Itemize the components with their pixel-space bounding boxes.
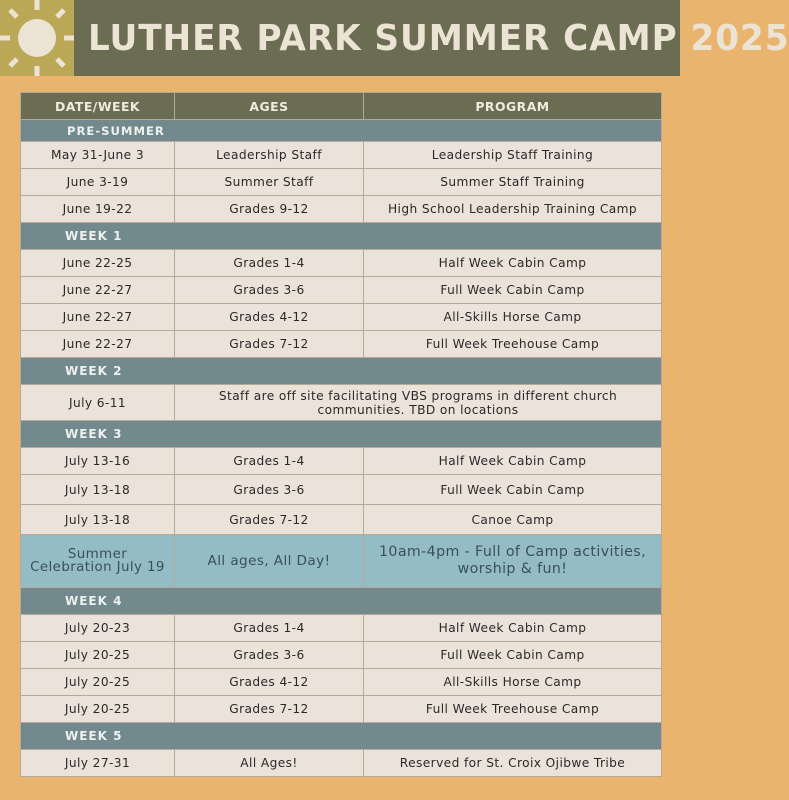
page-title: LUTHER PARK SUMMER CAMP 2025 bbox=[88, 18, 789, 59]
sun-logo bbox=[0, 0, 74, 76]
program-cell: Half Week Cabin Camp bbox=[364, 615, 662, 642]
program-cell: 10am-4pm - Full of Camp activities, worship & fun! bbox=[364, 535, 662, 588]
table-row bbox=[21, 250, 662, 277]
section-label: WEEK 3 bbox=[21, 421, 662, 448]
ages-cell: Leadership Staff bbox=[175, 142, 364, 169]
table-row bbox=[21, 696, 662, 723]
ages-cell: All ages, All Day! bbox=[175, 535, 364, 588]
table-row bbox=[21, 331, 662, 358]
date-cell: July 13-16 bbox=[21, 448, 175, 475]
section-label: WEEK 4 bbox=[21, 588, 662, 615]
date-cell: June 19-22 bbox=[21, 196, 175, 223]
section-header-week-3 bbox=[21, 421, 662, 448]
program-cell: Half Week Cabin Camp bbox=[364, 448, 662, 475]
table-row bbox=[21, 196, 662, 223]
ages-cell: Grades 7-12 bbox=[175, 696, 364, 723]
program-cell: All-Skills Horse Camp bbox=[364, 669, 662, 696]
program-cell: Leadership Staff Training bbox=[364, 142, 662, 169]
ages-cell: Grades 1-4 bbox=[175, 448, 364, 475]
program-cell: Full Week Treehouse Camp bbox=[364, 696, 662, 723]
program-cell: Staff are off site facilitating VBS programs in different church communities. TBD on locations bbox=[175, 385, 662, 421]
section-label: PRE-SUMMER bbox=[21, 120, 662, 142]
date-cell: July 20-25 bbox=[21, 642, 175, 669]
date-cell: July 20-23 bbox=[21, 615, 175, 642]
ages-cell: Summer Staff bbox=[175, 169, 364, 196]
table-row bbox=[21, 142, 662, 169]
program-cell: Half Week Cabin Camp bbox=[364, 250, 662, 277]
ages-cell: Grades 3-6 bbox=[175, 277, 364, 304]
table-row bbox=[21, 277, 662, 304]
date-cell: June 22-27 bbox=[21, 331, 175, 358]
column-header-ages: AGES bbox=[175, 93, 364, 120]
ages-cell: Grades 1-4 bbox=[175, 615, 364, 642]
date-cell: May 31-June 3 bbox=[21, 142, 175, 169]
section-header-week-4 bbox=[21, 588, 662, 615]
program-cell: Reserved for St. Croix Ojibwe Tribe bbox=[364, 750, 662, 777]
section-header-week-2 bbox=[21, 358, 662, 385]
section-header-week-5 bbox=[21, 723, 662, 750]
table-row bbox=[21, 669, 662, 696]
table-row bbox=[21, 615, 662, 642]
program-cell: All-Skills Horse Camp bbox=[364, 304, 662, 331]
table-row bbox=[21, 505, 662, 535]
section-label: WEEK 5 bbox=[21, 723, 662, 750]
program-cell: Summer Staff Training bbox=[364, 169, 662, 196]
table-row bbox=[21, 304, 662, 331]
program-cell: High School Leadership Training Camp bbox=[364, 196, 662, 223]
date-cell: June 22-25 bbox=[21, 250, 175, 277]
program-cell: Full Week Cabin Camp bbox=[364, 277, 662, 304]
table-row bbox=[21, 642, 662, 669]
date-cell: July 20-25 bbox=[21, 669, 175, 696]
date-cell: June 3-19 bbox=[21, 169, 175, 196]
date-cell: June 22-27 bbox=[21, 277, 175, 304]
ages-cell: Grades 3-6 bbox=[175, 475, 364, 505]
date-cell: June 22-27 bbox=[21, 304, 175, 331]
date-cell: July 6-11 bbox=[21, 385, 175, 421]
section-header-pre-summer bbox=[21, 120, 662, 142]
schedule-table bbox=[20, 92, 662, 777]
ages-cell: Grades 9-12 bbox=[175, 196, 364, 223]
table-header-row bbox=[21, 93, 662, 120]
header-bar bbox=[0, 0, 789, 76]
section-label: WEEK 1 bbox=[21, 223, 662, 250]
date-cell: July 27-31 bbox=[21, 750, 175, 777]
program-cell: Full Week Cabin Camp bbox=[364, 475, 662, 505]
ages-cell: Grades 7-12 bbox=[175, 505, 364, 535]
table-row bbox=[21, 475, 662, 505]
ages-cell: Grades 3-6 bbox=[175, 642, 364, 669]
ages-cell: Grades 4-12 bbox=[175, 304, 364, 331]
date-cell: Summer Celebration July 19 bbox=[21, 535, 175, 588]
table-row bbox=[21, 750, 662, 777]
ages-cell: Grades 7-12 bbox=[175, 331, 364, 358]
table-row bbox=[21, 448, 662, 475]
date-cell: July 13-18 bbox=[21, 475, 175, 505]
table-row bbox=[21, 169, 662, 196]
table-row bbox=[21, 385, 662, 421]
ages-cell: Grades 1-4 bbox=[175, 250, 364, 277]
ages-cell: Grades 4-12 bbox=[175, 669, 364, 696]
program-cell: Full Week Treehouse Camp bbox=[364, 331, 662, 358]
section-label: WEEK 2 bbox=[21, 358, 662, 385]
column-header-date: DATE/WEEK bbox=[21, 93, 175, 120]
date-cell: July 20-25 bbox=[21, 696, 175, 723]
program-cell: Canoe Camp bbox=[364, 505, 662, 535]
program-cell: Full Week Cabin Camp bbox=[364, 642, 662, 669]
ages-cell: All Ages! bbox=[175, 750, 364, 777]
sun-icon bbox=[0, 0, 74, 76]
summer-celebration-row bbox=[21, 535, 662, 588]
date-cell: July 13-18 bbox=[21, 505, 175, 535]
section-header-week-1 bbox=[21, 223, 662, 250]
column-header-program: PROGRAM bbox=[364, 93, 662, 120]
